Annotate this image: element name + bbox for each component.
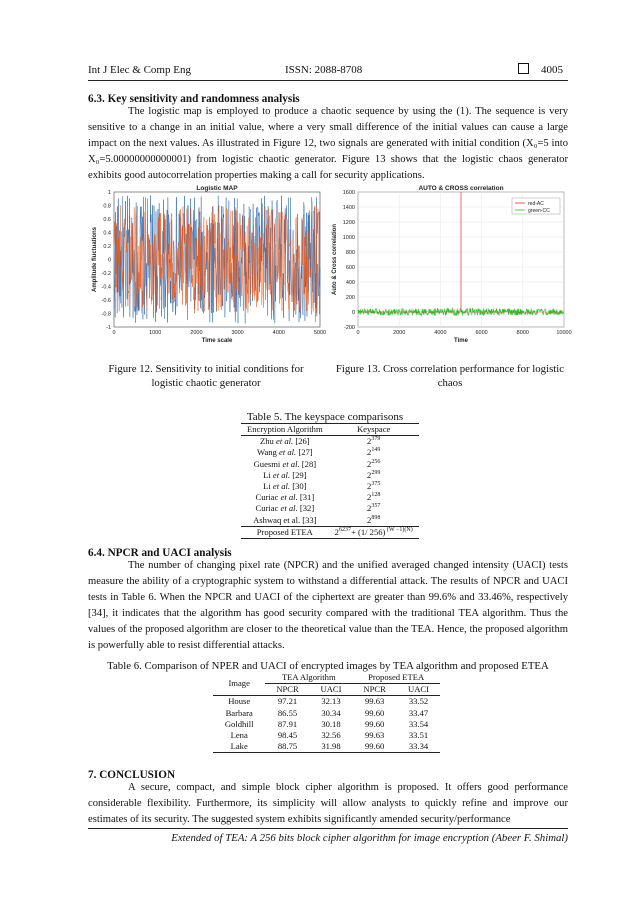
table-row [241,481,419,492]
table-row [213,696,440,708]
y-tick-label: 1600 [342,190,355,196]
page-number: 4005 [541,64,563,76]
table-5-keyspace: $2^{357}$ [367,503,381,514]
table-row [241,492,419,503]
y-tick-label: 0.4 [103,230,111,237]
table-6-subheader: NPCR [363,684,386,695]
table-6-subheader: UACI [320,684,342,695]
table-6-value: 33.54 [408,718,429,729]
table-6-caption: Table 6. Comparison of NPER and UACI of encrypted images by TEA algorithm and proposed ETEA [107,660,549,672]
figure-12-caption: Figure 12. Sensitivity to initial conditions for logistic chaotic generator [108,363,304,389]
table-6 [213,672,440,753]
x-tick-label: 8000 [516,330,529,336]
table-6-value: 87.91 [277,718,298,729]
table-6-subheader: UACI [408,684,430,695]
figure-13-chart [330,182,574,348]
x-tick-label: 5000 [313,330,327,336]
y-tick-label: 0.8 [103,203,111,210]
table-row [241,470,419,481]
figure-12-chart [88,182,328,348]
table-6-value: 33.52 [408,696,429,707]
table-5-keyspace: $2^{256}$ [367,458,381,469]
table-5-keyspace: $2^{6237}+ (1/$ 256) $^{(W -1)(N)}$ [334,526,413,537]
table-5-algorithm: Zhu et al. [26] [260,436,310,447]
y-tick-label: -0.2 [101,271,111,277]
table-5-keyspace: $2^{898}$ [367,514,381,525]
table-5-keyspace: $2^{128}$ [367,492,381,503]
table-6-value: 30.18 [321,718,341,729]
y-tick-label: 1400 [342,205,355,211]
section-6-4-paragraph: The number of changing pixel rate (NPCR) and the unified averaged changed intensity (UACI) tests measure the ability of a cryptographic system to withstand a differential attack. The results of NPCR and UACI tests in Table 6. When the NPCR and UACI of the ciphertext are greater than 99.6% and 33.46%, respectively [34], it indicates that the algorithm has good security compared with the traditional TEA algorithm. Thus the values of the proposed algorithm are closer to the theoretical value than the TEA. Hence, the proposed algorithm is powerfully able to resist differential attacks. [88,560,568,651]
x-tick-label: 2000 [393,330,406,336]
table-5-caption: Table 5. The keyspace comparisons [246,411,404,423]
section-6-3-title: 6.3. Key sensitivity and randomness analysis [88,93,300,105]
table-6-value: 30.34 [321,707,341,718]
table-row [213,730,440,741]
figure-13-caption: Figure 13. Cross correlation performance for logistic chaos [335,363,565,389]
table-6-value: 86.55 [277,707,298,718]
y-axis-label: Auto & Cross correlation [332,223,338,296]
table-5-header-algorithm: Encryption Algorithm [247,424,323,434]
x-tick-label: 0 [356,330,360,336]
x-tick-label: 1000 [149,330,162,336]
y-tick-label: 800 [345,250,355,256]
table-5-algorithm: Curiac et al. [31] [255,492,315,503]
table-5-keyspace: $2^{375}$ [367,481,381,492]
table-6-image-name: Lena [230,730,248,741]
table-6-image-name: Goldhill [224,718,254,729]
table-row [241,526,419,538]
x-axis-label: Time [454,338,468,344]
section-7-paragraph: A secure, compact, and simple block cipher algorithm is proposed. It offers good performance considerable flexibility. Furthermore, its simplicity will allow analysts to quickly refine and improve our estimates of its security. The suggested system exhibits significantly amended security/performance [88,782,568,825]
chart-title: Logistic MAP [196,185,238,192]
table-row [241,436,419,448]
x-tick-label: 10000 [556,330,572,336]
table-row [241,447,419,458]
table-6-value: 99.60 [364,707,385,718]
y-tick-label: -1 [106,325,111,331]
table-row [241,503,419,514]
y-tick-label: 0 [107,257,111,264]
y-tick-label: 200 [345,295,355,301]
y-tick-label: -0.4 [101,284,111,291]
table-6-subheader: NPCR [276,684,299,695]
x-tick-label: 4000 [272,330,285,336]
table-5-keyspace: $2^{379}$ [367,436,381,447]
table-6-value: 31.98 [321,741,341,752]
table-6-value: 99.60 [364,741,385,752]
y-tick-label: 0.2 [103,244,111,250]
y-axis-label: Amplitude fluctuations [92,227,98,292]
y-tick-label: 0.6 [103,217,111,223]
table-6-header-etea: Proposed ETEA [352,672,440,684]
table-5-algorithm: Li et al. [29] [263,469,307,480]
header-rule [88,80,568,81]
section-7-title: 7. CONCLUSION [88,769,176,781]
table-6-value: 99.63 [364,730,385,741]
table-row [241,515,419,527]
footer-text: Extended of TEA: A 256 bits block cipher algorithm for image encryption (Abeer F. Shimal) [171,832,568,844]
table-5 [241,423,419,539]
table-6-value: 32.13 [321,696,341,707]
x-axis-label: Time scale [201,338,233,344]
y-tick-label: 600 [345,265,355,271]
table-6-value: 99.60 [364,718,385,729]
x-tick-label: 3000 [231,330,244,336]
section-6-4-title: 6.4. NPCR and UACI analysis [88,547,232,559]
table-6-value: 33.34 [408,741,429,752]
table-6-value: 32.56 [321,730,341,741]
y-tick-label: -200 [343,325,355,331]
table-row [213,741,440,753]
y-tick-label: 0 [351,310,355,316]
x-tick-label: 0 [112,330,116,336]
table-5-algorithm: Proposed ETEA [256,526,313,537]
issn: ISSN: 2088-8708 [285,64,363,76]
table-6-value: 88.75 [277,741,298,752]
table-6-image-name: Barbara [225,707,253,718]
table-6-value: 99.63 [364,696,385,707]
table-5-algorithm: Curiac et al. [32] [255,503,315,514]
table-5-algorithm: Ashwaq et al. [33] [253,514,317,525]
footer-rule [88,828,568,829]
table-row [241,459,419,470]
table-5-algorithm: Li et al. [30] [263,481,307,492]
table-5-algorithm: Guesmi et al. [28] [253,458,317,469]
journal-name: Int J Elec & Comp Eng [88,64,191,76]
table-5-keyspace: $2^{149}$ [367,447,381,458]
legend-label: red-AC [528,201,544,207]
table-6-image-name: Lake [230,741,248,752]
y-tick-label: 1200 [342,220,355,226]
y-tick-label: 1 [107,190,111,196]
table-5-algorithm: Wang et al. [27] [257,447,313,458]
table-6-value: 33.47 [408,707,429,718]
square-icon [518,63,529,76]
y-tick-label: -0.6 [101,298,111,304]
y-tick-label: -0.8 [101,311,111,318]
table-6-value: 33.51 [408,730,429,741]
y-tick-label: 1000 [342,235,355,241]
section-6-3-paragraph: The logistic map is employed to produce a chaotic sequence by using the (1). The sequence is very sensitive to a change in an initial value, where a very small difference of the initial values can cause a large impact on the next values. As illustrated in Figure 12, two signals are generated with initial condition (X₀=5 into X₀=5.00000000000001) from logistic chaotic generator. Figure 13 shows that the logistic chaos generator exhibits good autocorrelation properties making a call for security applications. [88,106,568,181]
table-6-image-name: House [228,696,251,707]
table-6-value: 97.21 [277,696,298,707]
table-5-header-keyspace: Keyspace [356,424,391,434]
table-row [213,719,440,730]
legend-label: green-CC [528,208,550,214]
y-tick-label: 400 [345,280,355,286]
chart-title: AUTO & CROSS correlation [418,185,504,192]
table-6-value: 98.45 [277,730,298,741]
x-tick-label: 2000 [190,330,203,336]
table-row [213,708,440,719]
x-tick-label: 6000 [475,330,488,336]
x-tick-label: 4000 [434,330,447,336]
table-6-header-tea: TEA Algorithm [265,672,352,684]
table-6-header-image: Image [228,678,250,689]
table-5-keyspace: $2^{299}$ [367,469,381,480]
